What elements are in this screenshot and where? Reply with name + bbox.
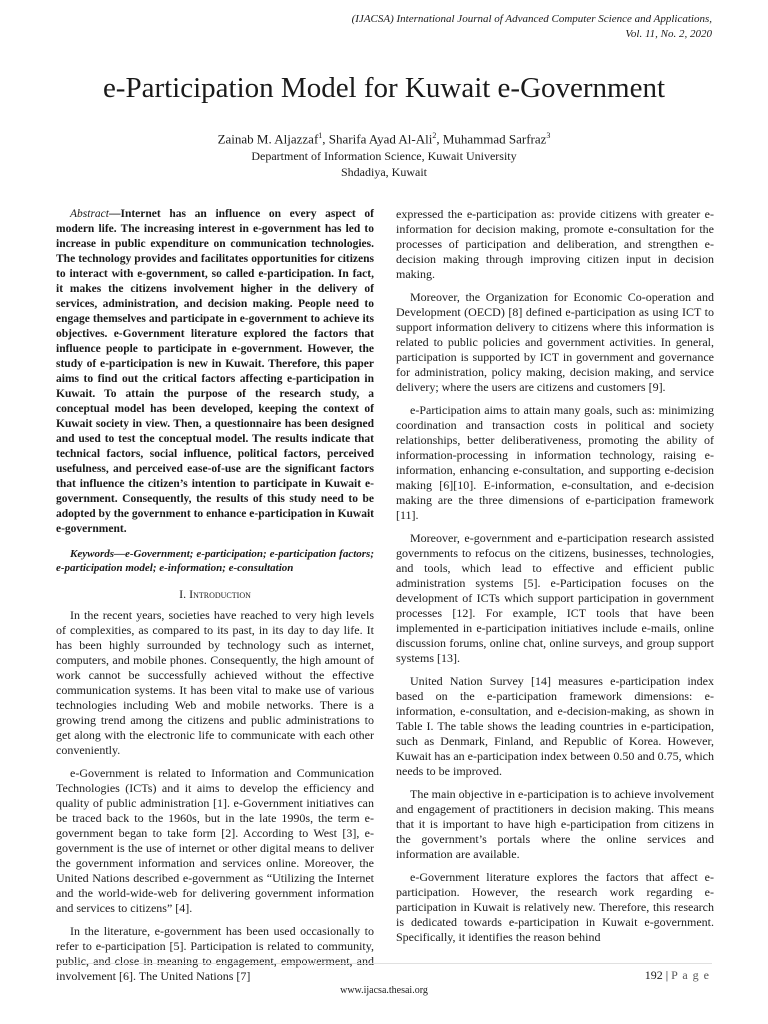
body-paragraph: e-Government literature explores the factors that affect e-participation. However, the research work regarding e-participation in Kuwait is relatively new. Therefore, this research is dedicated towards e-participation in Kuwait e-government. Specifically, it identifies the reason behind [396,870,714,944]
page-number-separator: | [662,968,672,982]
journal-website: www.ijacsa.thesai.org [340,985,428,996]
affiliation [0,148,768,180]
author-index: 2 [432,131,437,140]
abstract-label: Abstract [70,208,109,220]
journal-name: (IJACSA) International Journal of Advanced Computer Science and Applications, [351,13,712,25]
paper-title: e-Participation Model for Kuwait e-Government [102,72,666,104]
footer-divider [56,963,712,964]
body-paragraph: The main objective in e-participation is to achieve involvement and engagement of practitioners in decision making. This means that it is important to have high e-participation from citizens in the government’s portals where the online services and information are available. [396,787,714,861]
author-index: 1 [318,131,323,140]
abstract-text: —Internet has an influence on every aspect of modern life. The increasing interest in e-government has led to increase in public expenditure on communication technologies. The technology provides and facilitates opportunities for citizens to interact with e-government, so called e-participation. In fact, it makes the citizens involvement higher in the delivery of services, administration, and decision making. People need to engage themselves and participate in e-government to achieve its objectives. e-Government literature explored the factors that influence people to participate in e-government. However, the study of e-participation is new in Kuwait. Therefore, this paper aims to find out the critical factors affecting e-participation in Kuwait. To attain the purpose of the research study, a conceptual model has been developed, keeping the context of Kuwait society in view. Then, a questionnaire has been designed and used to test the conceptual model. The results indicate that technical factors, social influence, political factors, perceived usefulness, and perceived ease-of-use are the significant factors that influence the citizen’s intention to participate in Kuwait e-government. Consequently, the results of this study need to be adopted by the government to enhance e-participation in Kuwait e-government. [56,208,374,535]
author-name: Sharifa Ayad Al-Ali [328,131,433,147]
body-paragraph: e-Government is related to Information and Communication Technologies (ICTs) and it aims to develop the efficiency and quality of public administration [1]. e-Government initiatives can be traced back to the 1960s, but in the late 1990s, the term e-government began to take form [2]. According to West [3], e-government is the use of internet or other digital means to deliver the government information and services online. Moreover, the United Nations described e-government as “Utilizing the Internet and the world-wide-web for delivering government information and services to citizens” [4]. [56,766,374,915]
affiliation-place: Shdadiya, Kuwait [341,165,427,179]
body-paragraph: In the recent years, societies have reached to very high levels of complexities, as compared to its past, in its day to day life. It has been highly surrounded by technology such as internet, computers, and mobile phones. Consequently, the high amount of work cannot be successfully achieved without the effective communication systems. It has been vital to make use of various technologies including Web and mobile networks. There is a growing trend among the citizens and public administrations to get along with the electronic life to communicate with each other conveniently. [56,608,374,757]
page-number-value: 192 [644,968,663,982]
abstract [56,207,374,537]
journal-header [152,12,712,42]
body-paragraph: expressed the e-participation as: provide citizens with greater e-information for decision making, promote e-consultation for the processes of participation and deliberation, and strengthen e-decision making through improving citizen input in decision making. [396,207,714,281]
body-paragraph: Moreover, e-government and e-participation research assisted governments to refocus on the citizens, businesses, technologies, and tools, which lead to effective and efficient public administration systems [5]. e-Participation focuses on the development of ICTs which support participation in government processes [12]. For example, ICT tools that have been implemented in e-participation initiatives include e-mails, online discussion forums, online chat, online surveys, and group support systems [13]. [396,531,714,665]
page-word: P a g e [671,968,710,982]
body-paragraph: United Nation Survey [14] measures e-participation index based on the e-participation framework dimensions: e-information, e-consultation, and e-decision-making, as shown in Table I. The table shows the leading countries in e-participation, such as Denmark, Finland, and Republic of Korea. However, Kuwait has an e-participation index between 0.50 and 0.75, which needs to be improved. [396,674,714,778]
body-paragraph: Moreover, the Organization for Economic Co-operation and Development (OECD) [8] defined e-participation as using ICT to support information delivery to citizens where this information is related to public policies and government activities. In general, participation is supported by ICT in government and governance for administration, policy making, decision making, and service delivery; where the users are citizens and customers [9]. [396,290,714,394]
author-index: 3 [546,131,551,140]
left-column [56,207,374,992]
right-column [396,207,714,953]
author-name: Muhammad Sarfraz [442,131,547,147]
affiliation-department: Department of Information Science, Kuwait University [251,149,517,163]
page-number [645,968,710,983]
body-paragraph: In the literature, e-government has been used occasionally to refer to e-participation [5]. Participation is related to community, public, and close in meaning to engagement, empowerment, and involvement [6]. The United Nations [7] [56,924,374,983]
body-paragraph: e-Participation aims to attain many goals, such as: minimizing coordination and transaction costs in political and society relationships, better deliberativeness, promoting the ability of information-processing in information technology, raising e-information, enhancing e-consultation, and supporting e-decision making [6][10]. E-information, e-consultation, and e-decision making are the three dimensions of e-participation framework [11]. [396,403,714,522]
journal-volume: Vol. 11, No. 2, 2020 [625,28,712,40]
keywords: Keywords—e-Government; e-participation; e-participation factors; e-participation model; e-information; e-consultation [56,548,374,574]
author-list: Zainab M. Aljazzaf$^1$, Sharifa Ayad Al-Ali$^2$, Muhammad Sarfraz$^3$ [217,131,551,147]
author-name: Zainab M. Aljazzaf [217,131,319,147]
section-heading-introduction: I. Introduction [179,587,251,601]
